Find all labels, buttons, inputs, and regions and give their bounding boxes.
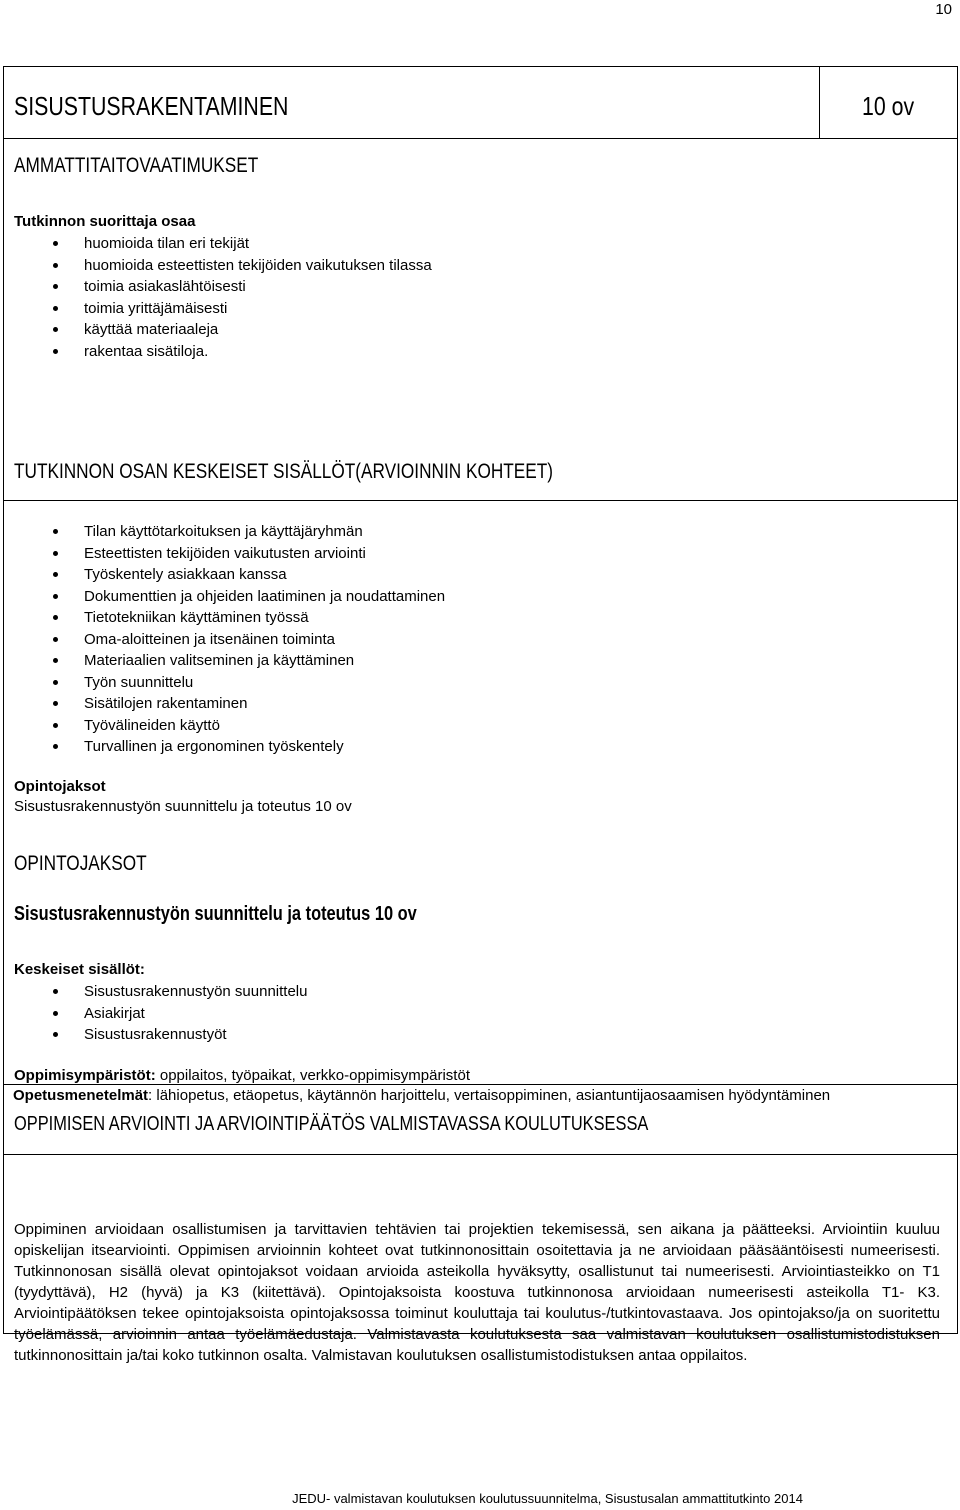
- list-item: Asiakirjat: [4, 1003, 307, 1025]
- contents-list: [4, 521, 445, 758]
- list-item: Työskentely asiakkaan kanssa: [4, 564, 445, 586]
- module-credits-cell: [820, 67, 957, 138]
- list-item: Sisustusrakennustyön suunnittelu: [4, 981, 307, 1003]
- list-item: Materiaalien valitseminen ja käyttäminen: [4, 650, 445, 672]
- requirements-heading: AMMATTITAITOVAATIMUKSET: [14, 154, 259, 177]
- contents-heading-row: [4, 433, 957, 501]
- list-item: Sisustusrakennustyöt: [4, 1024, 307, 1046]
- list-item: huomioida esteettisten tekijöiden vaikutuksen tilassa: [4, 255, 432, 277]
- env-value: oppilaitos, työpaikat, verkko-oppimisympäristöt: [155, 1067, 470, 1084]
- requirements-intro: Tutkinnon suorittaja osaa: [14, 213, 196, 230]
- learning-environments: [14, 1065, 940, 1086]
- list-item: käyttää materiaaleja: [4, 319, 432, 341]
- assessment-heading: OPPIMISEN ARVIOINTI JA ARVIOINTIPÄÄTÖS VALMISTAVASSA KOULUTUKSESSA: [14, 1113, 649, 1135]
- contents-heading: TUTKINNON OSAN KESKEISET SISÄLLÖT(ARVIOINNIN KOHTEET): [14, 460, 554, 483]
- list-item: Turvallinen ja ergonominen työskentely: [4, 736, 445, 758]
- module-title-cell: [4, 67, 820, 138]
- opintojaksot-heading: OPINTOJAKSOT: [14, 852, 147, 875]
- opintojaksot-label: Opintojaksot: [14, 778, 106, 795]
- list-item: toimia asiakaslähtöisesti: [4, 276, 432, 298]
- contents-section: [4, 501, 957, 795]
- env-label: Oppimisympäristöt:: [14, 1067, 156, 1084]
- methods-value: : lähiopetus, etäopetus, käytännön harjoittelu, vertaisoppiminen, asiantuntijaosaamisen hyödyntäminen: [148, 1087, 831, 1104]
- key-contents-list: [4, 981, 307, 1046]
- list-item: Esteettisten tekijöiden vaikutusten arviointi: [4, 543, 445, 565]
- module-title-row: [4, 67, 957, 139]
- list-item: Oma-aloitteinen ja itsenäinen toiminta: [4, 629, 445, 651]
- module-credits: 10 ov: [862, 91, 915, 121]
- list-item: Sisätilojen rakentaminen: [4, 693, 445, 715]
- list-item: Työn suunnittelu: [4, 672, 445, 694]
- course-title: Sisustusrakennustyön suunnittelu ja toteutus 10 ov: [14, 903, 417, 925]
- assessment-text: Oppiminen arvioidaan osallistumisen ja tarvittavien tehtävien tai projektien tekemisessä, sen aikana ja päätteeksi. Arviointiin kuuluu opiskelijan itsearviointi. Oppimisen arvioinnin kohteet ovat tutkinnonosittain osoitettavia ja ne arvioidaan pääsääntöisesti numeerisesti. Tutkinnonosan sisällä olevat opintojaksot voidaan arvioida asteikolla hyväksytty, osallistunut tai numeerisesti. Arviointiasteikko on T1 (tyydyttävä), H2 (hyvä) ja K3 (kiitettävä). Opintojaksoista koostuva tutkinnonosa arvioidaan numeerisesti asteikolla T1- K3. Arviointipäätöksen tekee opintojaksoista opintojaksossa toiminut kouluttaja tai koulutus-/tutkintovastaava. Jos opintojakso/ja on suoritettu työelämässä, arvioinnin antaa työelämäedustaja. Valmistavasta koulutuksesta saa valmistavan koulutuksen osallistumistodistuksen tutkinnonosittain ja/tai koko tutkinnon osalta. Valmistavan koulutuksen osallistumistodistuksen antaa oppilaitos.: [14, 1221, 940, 1364]
- key-contents-label: Keskeiset sisällöt:: [14, 961, 145, 978]
- page-number: 10: [935, 1, 952, 18]
- requirements-list: [4, 233, 432, 362]
- requirements-section: [4, 139, 957, 433]
- opintojaksot-section: [4, 795, 957, 1085]
- list-item: Työvälineiden käyttö: [4, 715, 445, 737]
- list-item: toimia yrittäjämäisesti: [4, 298, 432, 320]
- opintojaksot-value: Sisustusrakennustyön suunnittelu ja toteutus 10 ov: [14, 798, 352, 815]
- list-item: Tietotekniikan käyttäminen työssä: [4, 607, 445, 629]
- list-item: Dokumenttien ja ohjeiden laatiminen ja noudattaminen: [4, 586, 445, 608]
- methods-label: Opetusmenetelmät: [13, 1087, 149, 1104]
- list-item: huomioida tilan eri tekijät: [4, 233, 432, 255]
- assessment-section: [4, 1155, 957, 1364]
- list-item: rakentaa sisätiloja.: [4, 341, 432, 363]
- page-footer: JEDU- valmistavan koulutuksen koulutussuunnitelma, Sisustusalan ammattitutkinto 2014: [292, 1491, 803, 1506]
- module-table: [3, 66, 958, 1364]
- teaching-methods: [13, 1085, 935, 1106]
- list-item: Tilan käyttötarkoituksen ja käyttäjäryhmän: [4, 521, 445, 543]
- module-title: SISUSTUSRAKENTAMINEN: [14, 91, 289, 121]
